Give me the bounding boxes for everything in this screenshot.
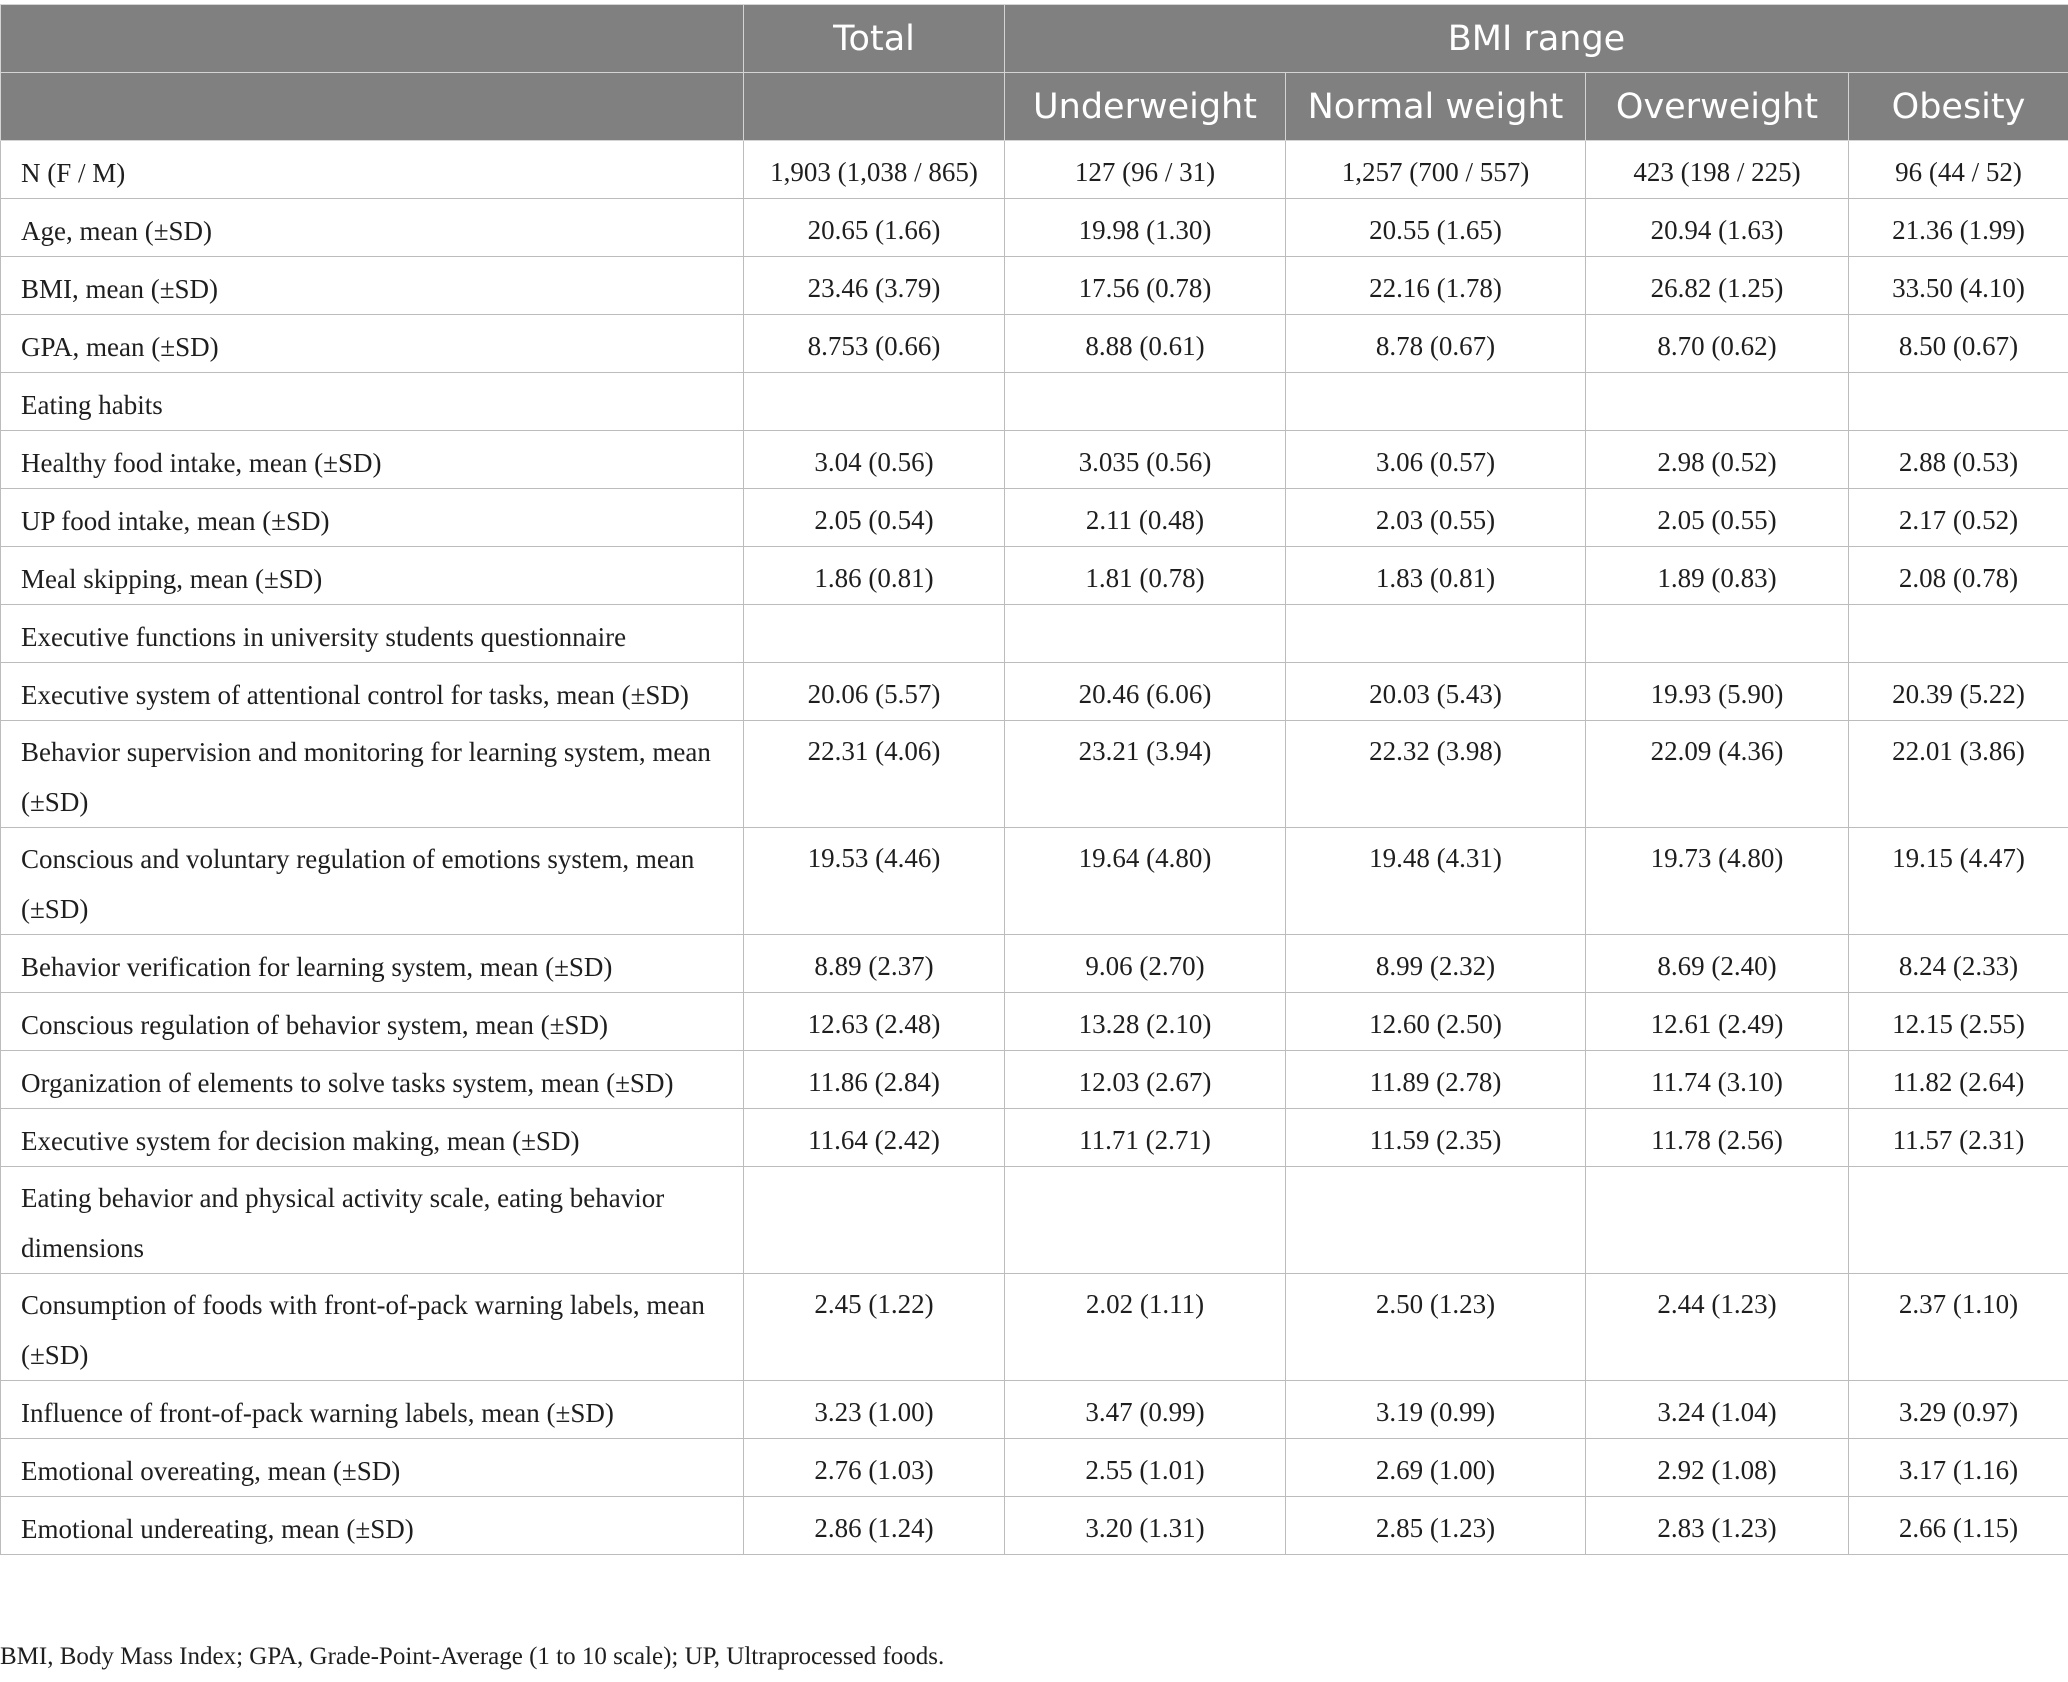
table-row xyxy=(1,605,2068,663)
row-label: Emotional overeating, mean (±SD) xyxy=(1,1439,744,1497)
row-label: Behavior supervision and monitoring for learning system, mean (±SD) xyxy=(1,721,744,828)
table-row xyxy=(1,721,2068,828)
table-row xyxy=(1,315,2068,373)
table-row xyxy=(1,373,2068,431)
cell-obesity: 22.01 (3.86) xyxy=(1849,721,2068,828)
table-row xyxy=(1,431,2068,489)
cell-normal-weight xyxy=(1286,373,1586,431)
cell-obesity xyxy=(1849,373,2068,431)
cell-obesity: 3.17 (1.16) xyxy=(1849,1439,2068,1497)
table-row xyxy=(1,1497,2068,1555)
row-label: Emotional undereating, mean (±SD) xyxy=(1,1497,744,1555)
cell-total: 1.86 (0.81) xyxy=(744,547,1005,605)
cell-obesity: 11.82 (2.64) xyxy=(1849,1051,2068,1109)
row-label: Influence of front-of-pack warning labels, mean (±SD) xyxy=(1,1381,744,1439)
cell-overweight xyxy=(1586,373,1849,431)
header-overweight: Overweight xyxy=(1586,73,1849,141)
cell-underweight: 127 (96 / 31) xyxy=(1005,141,1286,199)
cell-total: 19.53 (4.46) xyxy=(744,828,1005,935)
cell-underweight: 13.28 (2.10) xyxy=(1005,993,1286,1051)
cell-total: 20.65 (1.66) xyxy=(744,199,1005,257)
cell-obesity: 8.50 (0.67) xyxy=(1849,315,2068,373)
cell-total: 2.05 (0.54) xyxy=(744,489,1005,547)
cell-underweight: 2.11 (0.48) xyxy=(1005,489,1286,547)
header-blank-sub-label xyxy=(1,73,744,141)
table-row xyxy=(1,1167,2068,1274)
cell-overweight: 423 (198 / 225) xyxy=(1586,141,1849,199)
cell-overweight: 19.93 (5.90) xyxy=(1586,663,1849,721)
cell-obesity: 96 (44 / 52) xyxy=(1849,141,2068,199)
table-container xyxy=(0,4,2068,1555)
cell-underweight xyxy=(1005,373,1286,431)
cell-normal-weight: 3.06 (0.57) xyxy=(1286,431,1586,489)
cell-normal-weight: 19.48 (4.31) xyxy=(1286,828,1586,935)
cell-total: 11.64 (2.42) xyxy=(744,1109,1005,1167)
row-label: BMI, mean (±SD) xyxy=(1,257,744,315)
cell-overweight: 2.05 (0.55) xyxy=(1586,489,1849,547)
cell-overweight: 26.82 (1.25) xyxy=(1586,257,1849,315)
cell-total: 8.89 (2.37) xyxy=(744,935,1005,993)
header-bmi-range: BMI range xyxy=(1005,5,2068,73)
cell-underweight: 11.71 (2.71) xyxy=(1005,1109,1286,1167)
cell-normal-weight: 20.55 (1.65) xyxy=(1286,199,1586,257)
table-body xyxy=(1,141,2068,1555)
cell-normal-weight: 1,257 (700 / 557) xyxy=(1286,141,1586,199)
header-blank-top xyxy=(1,5,744,73)
cell-total: 11.86 (2.84) xyxy=(744,1051,1005,1109)
row-label: Executive system for decision making, mean (±SD) xyxy=(1,1109,744,1167)
cell-underweight: 17.56 (0.78) xyxy=(1005,257,1286,315)
header-total: Total xyxy=(744,5,1005,73)
cell-underweight: 2.02 (1.11) xyxy=(1005,1274,1286,1381)
cell-obesity: 2.08 (0.78) xyxy=(1849,547,2068,605)
table-footnote: BMI, Body Mass Index; GPA, Grade-Point-Average (1 to 10 scale); UP, Ultraprocessed foods. xyxy=(0,1643,945,1670)
cell-normal-weight: 11.89 (2.78) xyxy=(1286,1051,1586,1109)
row-label: Age, mean (±SD) xyxy=(1,199,744,257)
cell-overweight: 19.73 (4.80) xyxy=(1586,828,1849,935)
header-obesity: Obesity xyxy=(1849,73,2068,141)
row-label: Executive functions in university students questionnaire xyxy=(1,605,744,663)
cell-normal-weight: 2.50 (1.23) xyxy=(1286,1274,1586,1381)
data-table xyxy=(0,4,2068,1555)
cell-normal-weight: 11.59 (2.35) xyxy=(1286,1109,1586,1167)
table-row xyxy=(1,935,2068,993)
row-label: GPA, mean (±SD) xyxy=(1,315,744,373)
table-row xyxy=(1,1439,2068,1497)
cell-overweight: 8.69 (2.40) xyxy=(1586,935,1849,993)
table-row xyxy=(1,663,2068,721)
cell-underweight: 3.20 (1.31) xyxy=(1005,1497,1286,1555)
cell-overweight: 2.92 (1.08) xyxy=(1586,1439,1849,1497)
table-row xyxy=(1,199,2068,257)
cell-overweight: 8.70 (0.62) xyxy=(1586,315,1849,373)
cell-obesity: 21.36 (1.99) xyxy=(1849,199,2068,257)
cell-overweight: 11.78 (2.56) xyxy=(1586,1109,1849,1167)
row-label: Conscious regulation of behavior system, mean (±SD) xyxy=(1,993,744,1051)
header-underweight: Underweight xyxy=(1005,73,1286,141)
cell-underweight: 3.47 (0.99) xyxy=(1005,1381,1286,1439)
cell-underweight: 19.64 (4.80) xyxy=(1005,828,1286,935)
cell-obesity xyxy=(1849,1167,2068,1274)
cell-normal-weight: 8.78 (0.67) xyxy=(1286,315,1586,373)
cell-normal-weight xyxy=(1286,605,1586,663)
table-header xyxy=(1,5,2068,141)
table-row xyxy=(1,993,2068,1051)
cell-normal-weight: 3.19 (0.99) xyxy=(1286,1381,1586,1439)
table-row xyxy=(1,1274,2068,1381)
table-row xyxy=(1,1381,2068,1439)
cell-normal-weight: 22.32 (3.98) xyxy=(1286,721,1586,828)
cell-normal-weight: 22.16 (1.78) xyxy=(1286,257,1586,315)
header-row-top xyxy=(1,5,2068,73)
cell-underweight xyxy=(1005,1167,1286,1274)
row-label: UP food intake, mean (±SD) xyxy=(1,489,744,547)
cell-overweight: 12.61 (2.49) xyxy=(1586,993,1849,1051)
cell-total: 2.45 (1.22) xyxy=(744,1274,1005,1381)
cell-overweight: 2.98 (0.52) xyxy=(1586,431,1849,489)
cell-overweight xyxy=(1586,605,1849,663)
header-normal-weight: Normal weight xyxy=(1286,73,1586,141)
cell-obesity: 3.29 (0.97) xyxy=(1849,1381,2068,1439)
cell-obesity: 19.15 (4.47) xyxy=(1849,828,2068,935)
cell-overweight: 3.24 (1.04) xyxy=(1586,1381,1849,1439)
cell-normal-weight: 20.03 (5.43) xyxy=(1286,663,1586,721)
table-row xyxy=(1,141,2068,199)
cell-overweight xyxy=(1586,1167,1849,1274)
cell-normal-weight: 1.83 (0.81) xyxy=(1286,547,1586,605)
cell-underweight: 3.035 (0.56) xyxy=(1005,431,1286,489)
cell-obesity: 2.66 (1.15) xyxy=(1849,1497,2068,1555)
cell-total xyxy=(744,373,1005,431)
cell-overweight: 2.44 (1.23) xyxy=(1586,1274,1849,1381)
cell-underweight xyxy=(1005,605,1286,663)
table-row xyxy=(1,489,2068,547)
cell-obesity: 2.88 (0.53) xyxy=(1849,431,2068,489)
row-label: Organization of elements to solve tasks system, mean (±SD) xyxy=(1,1051,744,1109)
table-row xyxy=(1,1051,2068,1109)
header-row-sub xyxy=(1,73,2068,141)
row-label: Conscious and voluntary regulation of emotions system, mean (±SD) xyxy=(1,828,744,935)
cell-underweight: 12.03 (2.67) xyxy=(1005,1051,1286,1109)
row-label: Meal skipping, mean (±SD) xyxy=(1,547,744,605)
row-label: Eating behavior and physical activity scale, eating behavior dimensions xyxy=(1,1167,744,1274)
cell-total: 23.46 (3.79) xyxy=(744,257,1005,315)
cell-normal-weight: 12.60 (2.50) xyxy=(1286,993,1586,1051)
cell-total: 20.06 (5.57) xyxy=(744,663,1005,721)
cell-overweight: 20.94 (1.63) xyxy=(1586,199,1849,257)
cell-obesity: 11.57 (2.31) xyxy=(1849,1109,2068,1167)
cell-total: 12.63 (2.48) xyxy=(744,993,1005,1051)
row-label: N (F / M) xyxy=(1,141,744,199)
cell-underweight: 8.88 (0.61) xyxy=(1005,315,1286,373)
row-label: Executive system of attentional control for tasks, mean (±SD) xyxy=(1,663,744,721)
cell-obesity xyxy=(1849,605,2068,663)
cell-total: 1,903 (1,038 / 865) xyxy=(744,141,1005,199)
cell-underweight: 19.98 (1.30) xyxy=(1005,199,1286,257)
cell-total xyxy=(744,605,1005,663)
header-blank-sub-total xyxy=(744,73,1005,141)
row-label: Eating habits xyxy=(1,373,744,431)
cell-total: 3.04 (0.56) xyxy=(744,431,1005,489)
cell-obesity: 2.37 (1.10) xyxy=(1849,1274,2068,1381)
cell-overweight: 2.83 (1.23) xyxy=(1586,1497,1849,1555)
cell-overweight: 11.74 (3.10) xyxy=(1586,1051,1849,1109)
cell-overweight: 22.09 (4.36) xyxy=(1586,721,1849,828)
cell-total: 2.86 (1.24) xyxy=(744,1497,1005,1555)
table-row xyxy=(1,257,2068,315)
cell-total: 8.753 (0.66) xyxy=(744,315,1005,373)
cell-obesity: 12.15 (2.55) xyxy=(1849,993,2068,1051)
table-row xyxy=(1,828,2068,935)
cell-obesity: 2.17 (0.52) xyxy=(1849,489,2068,547)
cell-total: 22.31 (4.06) xyxy=(744,721,1005,828)
row-label: Behavior verification for learning system, mean (±SD) xyxy=(1,935,744,993)
cell-normal-weight: 2.69 (1.00) xyxy=(1286,1439,1586,1497)
cell-total: 3.23 (1.00) xyxy=(744,1381,1005,1439)
cell-underweight: 1.81 (0.78) xyxy=(1005,547,1286,605)
cell-normal-weight: 2.03 (0.55) xyxy=(1286,489,1586,547)
table-row xyxy=(1,1109,2068,1167)
cell-normal-weight: 8.99 (2.32) xyxy=(1286,935,1586,993)
cell-total: 2.76 (1.03) xyxy=(744,1439,1005,1497)
table-row xyxy=(1,547,2068,605)
row-label: Healthy food intake, mean (±SD) xyxy=(1,431,744,489)
cell-obesity: 20.39 (5.22) xyxy=(1849,663,2068,721)
cell-underweight: 9.06 (2.70) xyxy=(1005,935,1286,993)
cell-normal-weight: 2.85 (1.23) xyxy=(1286,1497,1586,1555)
row-label: Consumption of foods with front-of-pack warning labels, mean (±SD) xyxy=(1,1274,744,1381)
cell-normal-weight xyxy=(1286,1167,1586,1274)
cell-obesity: 8.24 (2.33) xyxy=(1849,935,2068,993)
cell-obesity: 33.50 (4.10) xyxy=(1849,257,2068,315)
cell-total xyxy=(744,1167,1005,1274)
cell-underweight: 2.55 (1.01) xyxy=(1005,1439,1286,1497)
cell-overweight: 1.89 (0.83) xyxy=(1586,547,1849,605)
cell-underweight: 23.21 (3.94) xyxy=(1005,721,1286,828)
cell-underweight: 20.46 (6.06) xyxy=(1005,663,1286,721)
